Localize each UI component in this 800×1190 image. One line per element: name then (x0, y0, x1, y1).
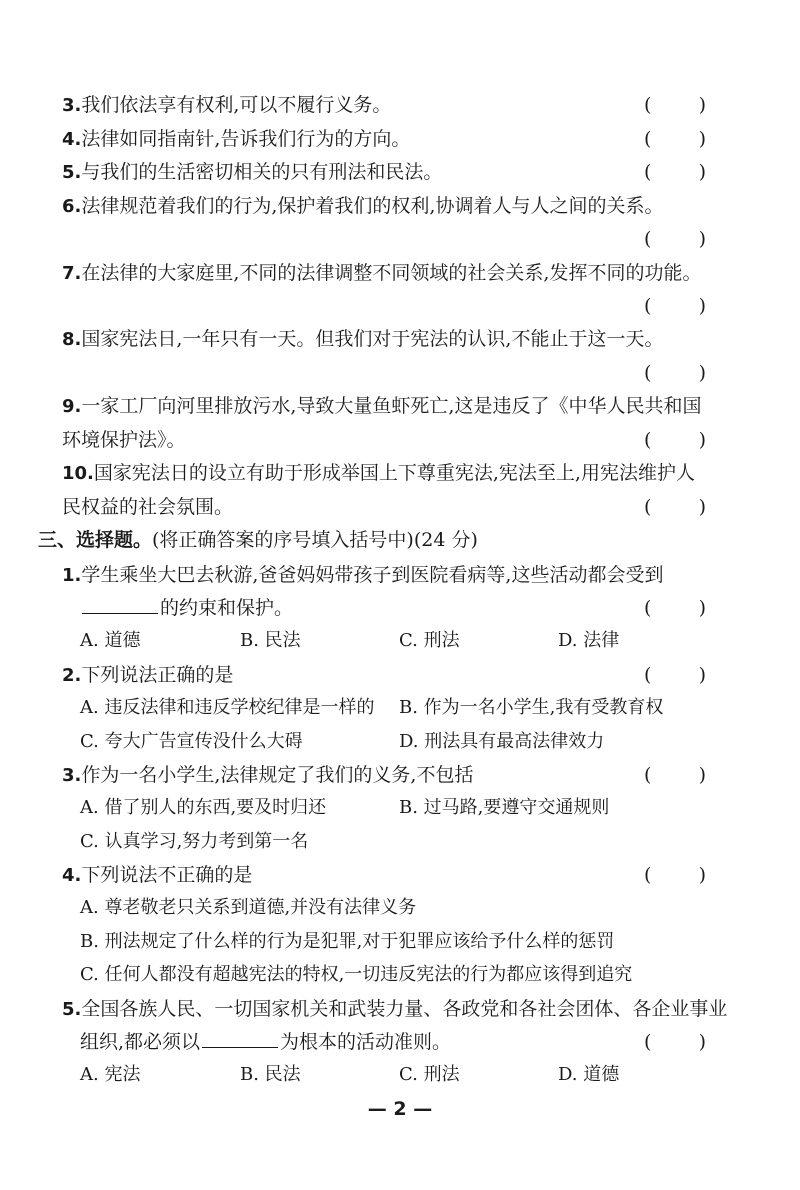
item-text: 一家工厂向河里排放污水,导致大量鱼虾死亡,这是违反了《中华人民共和国 (81, 395, 702, 417)
item-text: 国家宪法日,一年只有一天。但我们对于宪法的认识,不能止于这一天。 (81, 328, 664, 350)
item-number: 9. (62, 396, 82, 417)
option-b[interactable]: B. 刑法规定了什么样的行为是犯罪,对于犯罪应该给予什么样的惩罚 (80, 931, 615, 952)
answer-bracket[interactable]: ( ) (644, 228, 706, 250)
item-number: 10. (62, 463, 94, 484)
option-b[interactable]: B. 过马路,要遵守交通规则 (399, 797, 610, 818)
question-number: 5. (62, 999, 82, 1020)
option-c[interactable]: C. 任何人都没有超越宪法的特权,一切违反宪法的行为都应该得到追究 (80, 964, 633, 985)
option-d[interactable]: D. 法律 (558, 630, 620, 651)
answer-bracket[interactable]: ( ) (644, 864, 706, 886)
item-text: 法律规范着我们的行为,保护着我们的权利,协调着人与人之间的关系。 (81, 195, 664, 217)
answer-bracket[interactable]: ( ) (644, 161, 706, 183)
answer-bracket[interactable]: ( ) (644, 764, 706, 786)
answer-bracket[interactable]: ( ) (644, 664, 706, 686)
answer-bracket[interactable]: ( ) (644, 362, 706, 384)
fill-blank[interactable] (202, 1029, 278, 1048)
option-a[interactable]: A. 借了别人的东西,要及时归还 (80, 797, 327, 818)
item-text: 在法律的大家庭里,不同的法律调整不同领域的社会关系,发挥不同的功能。 (81, 262, 702, 284)
item-number: 8. (62, 329, 82, 350)
question-stem-continued: 的约束和保护。 (160, 597, 294, 619)
item-text-continued: 民权益的社会氛围。 (62, 496, 234, 518)
question-stem: 下列说法正确的是 (81, 664, 234, 686)
option-c[interactable]: C. 夸大广告宣传没什么大碍 (80, 731, 303, 752)
answer-bracket[interactable]: ( ) (644, 295, 706, 317)
option-a[interactable]: A. 违反法律和违反学校纪律是一样的 (80, 697, 375, 718)
option-b[interactable]: B. 民法 (240, 1064, 301, 1085)
question-stem: 下列说法不正确的是 (81, 864, 253, 886)
option-b[interactable]: B. 民法 (240, 630, 301, 651)
item-number: 5. (62, 162, 82, 183)
option-c[interactable]: C. 刑法 (399, 1064, 460, 1085)
section-instruction: (将正确答案的序号填入括号中)(24 分) (152, 529, 478, 551)
item-number: 6. (62, 196, 82, 217)
answer-bracket[interactable]: ( ) (644, 429, 706, 451)
question-stem: 作为一名小学生,法律规定了我们的义务,不包括 (81, 764, 474, 786)
answer-bracket[interactable]: ( ) (644, 1031, 706, 1053)
option-d[interactable]: D. 刑法具有最高法律效力 (399, 731, 605, 752)
option-c[interactable]: C. 刑法 (399, 630, 460, 651)
item-text-continued: 环境保护法》。 (62, 429, 186, 451)
section-title: 三、选择题。(将正确答案的序号填入括号中)(24 分) (38, 529, 478, 551)
question-stem-continued: 组织,都必须以 (80, 1031, 201, 1053)
option-a[interactable]: A. 宪法 (80, 1064, 141, 1085)
question-stem: 全国各族人民、一切国家机关和武装力量、各政党和各社会团体、各企业事业 (81, 998, 728, 1020)
question-number: 4. (62, 865, 82, 886)
question-stem-continued: 为根本的活动准则。 (280, 1031, 452, 1053)
fill-blank[interactable] (82, 595, 158, 614)
item-text: 我们依法享有权利,可以不履行义务。 (81, 94, 392, 116)
question-number: 3. (62, 765, 82, 786)
item-text: 与我们的生活密切相关的只有刑法和民法。 (81, 161, 443, 183)
answer-bracket[interactable]: ( ) (644, 128, 706, 150)
item-number: 4. (62, 129, 82, 150)
question-number: 1. (62, 565, 82, 586)
option-b[interactable]: B. 作为一名小学生,我有受教育权 (399, 697, 664, 718)
answer-bracket[interactable]: ( ) (644, 94, 706, 116)
answer-bracket[interactable]: ( ) (644, 496, 706, 518)
item-number: 3. (62, 95, 82, 116)
item-number: 7. (62, 263, 82, 284)
question-number: 2. (62, 665, 82, 686)
item-text: 国家宪法日的设立有助于形成举国上下尊重宪法,宪法至上,用宪法维护人 (93, 462, 695, 484)
item-text: 法律如同指南针,告诉我们行为的方向。 (81, 128, 411, 150)
option-c[interactable]: C. 认真学习,努力考到第一名 (80, 831, 309, 852)
answer-bracket[interactable]: ( ) (644, 597, 706, 619)
option-a[interactable]: A. 尊老敬老只关系到道德,并没有法律义务 (80, 897, 417, 918)
option-d[interactable]: D. 道德 (558, 1064, 620, 1085)
page-number: — 2 — (367, 1098, 433, 1120)
question-stem: 学生乘坐大巴去秋游,爸爸妈妈带孩子到医院看病等,这些活动都会受到 (81, 564, 664, 586)
option-a[interactable]: A. 道德 (80, 630, 141, 651)
